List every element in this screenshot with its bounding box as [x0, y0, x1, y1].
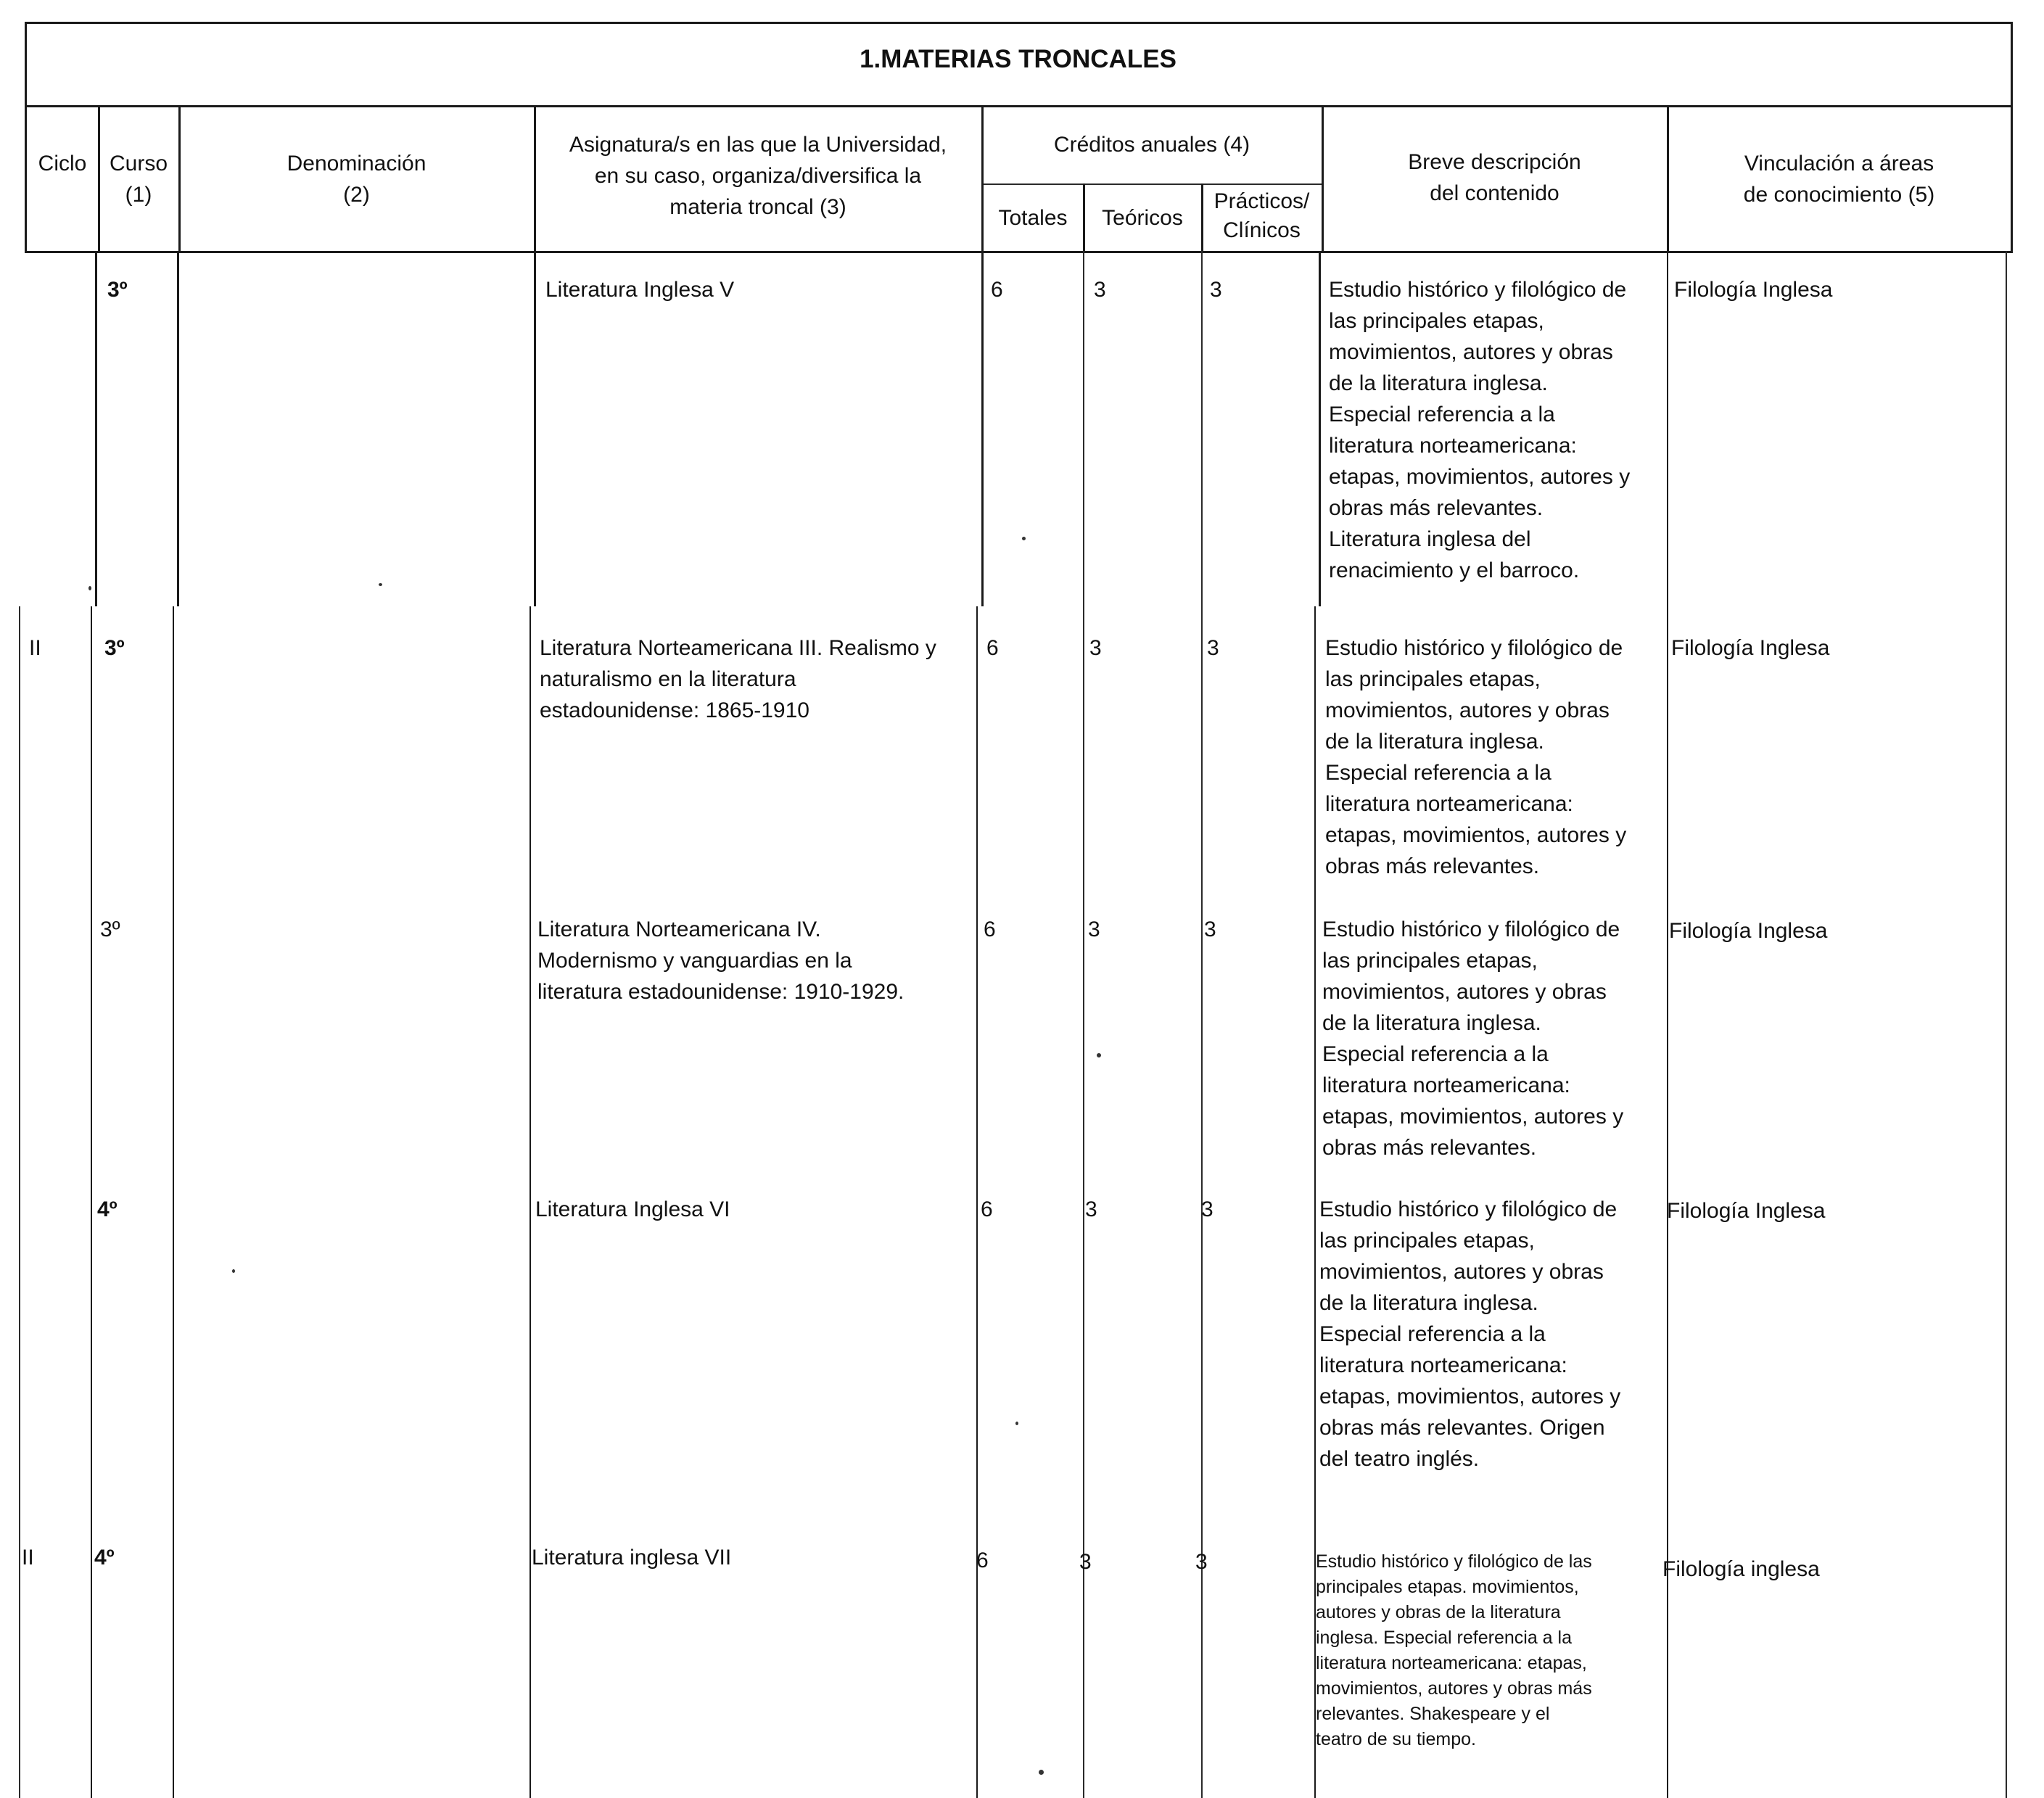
header-practicos: Prácticos/ Clínicos	[1213, 189, 1310, 242]
cell-totales: 6	[991, 278, 1003, 302]
body-divider-curso-left-2	[91, 606, 92, 1798]
scan-speck	[88, 586, 91, 590]
credits-subheader-border	[983, 183, 1323, 185]
header-vinculacion: Vinculación a áreas de conocimiento (5)	[1743, 152, 1935, 207]
cell-curso: 4º	[94, 1546, 115, 1570]
scan-speck	[1097, 1053, 1101, 1057]
cell-teoricos: 3	[1085, 1197, 1097, 1221]
header-asignatura: Asignatura/s en las que la Universidad, en su caso, organiza/diversifica la materia troncal (3)	[569, 133, 947, 219]
cell-teoricos: 3	[1089, 636, 1102, 660]
header-curso: Curso (1)	[109, 152, 168, 207]
body-divider-curso-right-2	[173, 606, 174, 1798]
cell-descripcion: Estudio histórico y filológico de las principales etapas, movimientos, autores y obras de la literatura inglesa. Especial referencia a la literatura norteamericana: etapas, movimientos, autores y obras más relevantes.	[1325, 636, 1627, 878]
body-divider-ciclo-left	[19, 606, 20, 1798]
cell-practicos: 3	[1210, 278, 1222, 302]
cell-vinculacion: Filología Inglesa	[1667, 1199, 1826, 1223]
cell-vinculacion: Filología Inglesa	[1671, 636, 1830, 660]
header-creditos: Créditos anuales (4)	[1053, 133, 1250, 157]
body-divider-asignatura-left-2	[529, 606, 531, 1798]
body-divider-curso-right	[177, 251, 179, 606]
cell-descripcion: Estudio histórico y filológico de las principales etapas, movimientos, autores y obras de la literatura inglesa. Especial referencia a la literatura norteamericana: etapas, movimientos, autores y obras más relevantes.	[1322, 917, 1624, 1160]
scan-speck	[379, 583, 382, 586]
scan-speck	[232, 1269, 235, 1273]
cell-teoricos: 3	[1088, 917, 1100, 941]
scan-speck	[1015, 1422, 1018, 1425]
cell-vinculacion: Filología inglesa	[1662, 1557, 1820, 1581]
cell-practicos: 3	[1207, 636, 1219, 660]
cell-totales: 6	[981, 1197, 993, 1221]
header-bottom-border	[25, 251, 2013, 253]
header-ciclo: Ciclo	[38, 152, 87, 176]
cell-totales: 6	[986, 636, 999, 660]
body-divider-right-edge	[2006, 251, 2007, 1798]
cell-totales: 6	[984, 917, 996, 941]
cell-vinculacion: Filología Inglesa	[1674, 278, 1833, 302]
cell-curso: 4º	[97, 1197, 118, 1221]
cell-practicos: 3	[1201, 1197, 1213, 1221]
cell-teoricos: 3	[1079, 1550, 1092, 1574]
scan-speck	[1039, 1770, 1044, 1775]
cell-asignatura: Literatura Norteamericana III. Realismo y naturalismo en la literatura estadounidense: 1865-1910	[540, 636, 936, 722]
cell-curso: 3º	[100, 917, 120, 941]
cell-descripcion: Estudio histórico y filológico de las principales etapas, movimientos, autores y obras de la literatura inglesa. Especial referencia a la literatura norteamericana: etapas, movimientos, autores y obras más relevantes. Literatura inglesa del renacimiento y el barroco.	[1329, 278, 1631, 582]
cell-practicos: 3	[1195, 1550, 1208, 1574]
body-divider-curso-left	[95, 251, 97, 606]
scan-speck	[1022, 537, 1026, 540]
header-teoricos: Teóricos	[1102, 206, 1183, 230]
body-divider-totales-left	[981, 251, 984, 606]
table-title: 1.MATERIAS TRONCALES	[860, 45, 1176, 73]
cell-descripcion: Estudio histórico y filológico de las principales etapas, movimientos, autores y obras de la literatura inglesa. Especial referencia a la literatura norteamericana: etapas, movimientos, autores y obras más relevantes. Origen del teatro inglés.	[1319, 1197, 1621, 1471]
header-descripcion: Breve descripción del contenido	[1408, 150, 1581, 205]
cell-descripcion: Estudio histórico y filológico de las principales etapas. movimientos, autores y obras de la literatura inglesa. Especial referencia a la literatura norteamericana: etapas, movimientos, autores y obras más relevantes. Shakespeare y el teatro de su tiempo.	[1316, 1551, 1592, 1749]
cell-asignatura: Literatura Inglesa V	[545, 278, 735, 302]
cell-curso: 3º	[104, 636, 125, 660]
title-bottom-border	[25, 105, 2013, 107]
cell-ciclo: II	[22, 1546, 34, 1570]
cell-ciclo: II	[29, 636, 41, 660]
table-top-border	[25, 22, 2013, 24]
cell-teoricos: 3	[1094, 278, 1106, 302]
cell-asignatura: Literatura Norteamericana IV. Modernismo y vanguardias en la literatura estadounidense: 1910-1929.	[537, 917, 904, 1004]
body-divider-asignatura-left	[534, 251, 536, 606]
cell-asignatura: Literatura Inglesa VI	[535, 1197, 730, 1221]
cell-totales: 6	[976, 1548, 989, 1572]
body-divider-descripcion-left	[1319, 251, 1321, 606]
table-right-border	[2011, 22, 2013, 252]
cell-practicos: 3	[1204, 917, 1216, 941]
header-denominacion: Denominación (2)	[287, 152, 426, 207]
header-totales: Totales	[998, 206, 1068, 230]
cell-vinculacion: Filología Inglesa	[1669, 919, 1828, 943]
cell-curso: 3º	[107, 278, 128, 302]
body-divider-totales-left-2	[976, 606, 978, 1798]
cell-asignatura: Literatura inglesa VII	[532, 1546, 732, 1570]
